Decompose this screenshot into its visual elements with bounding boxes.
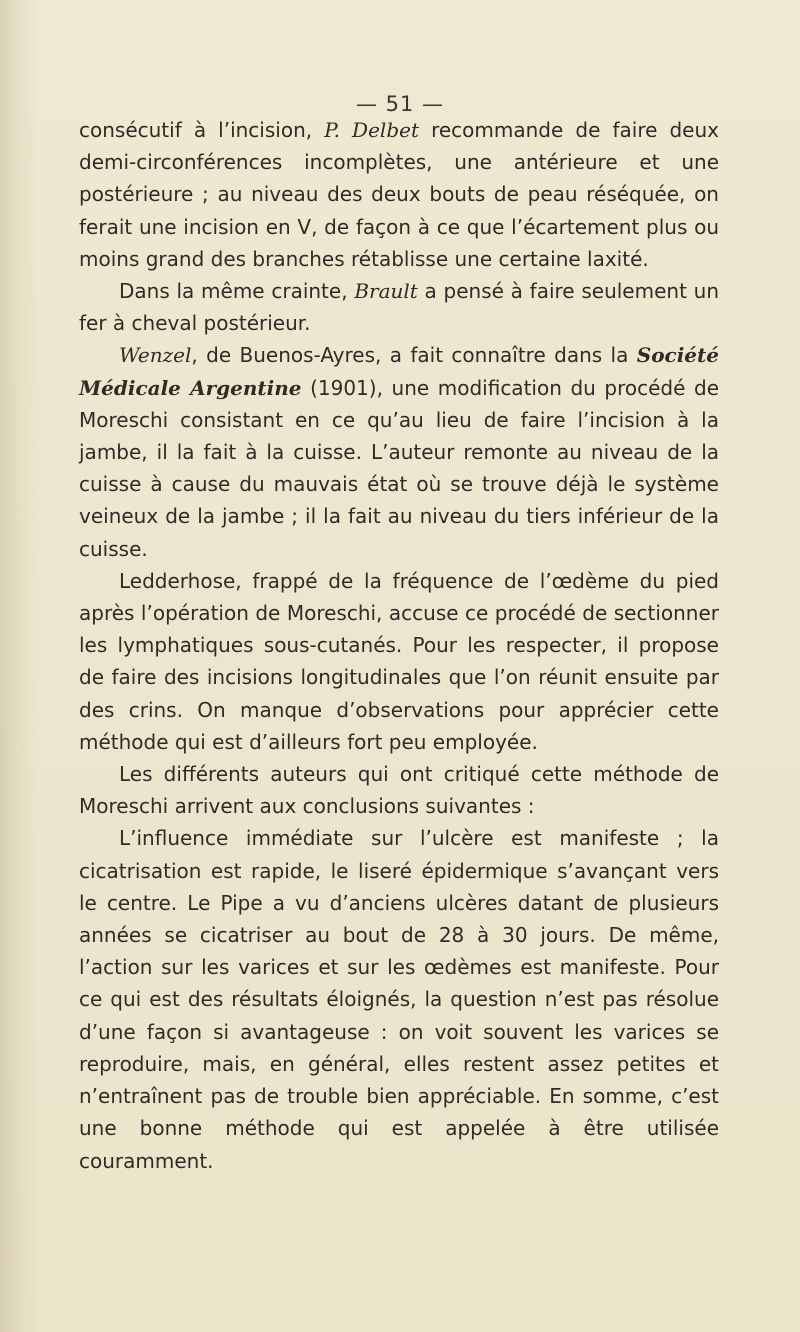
text-run: Dans la même crainte, (119, 279, 355, 304)
text-run: (1901), une modification du procédé de Moreschi consistant en ce qu’au lieu de faire l’incision à la jambe, il la fait à la cuisse. L’auteur remonte au niveau de la cuisse à cause du mauvais état où se trouve déjà le système veineux de la jambe ; il la fait au niveau du tiers inférieur de la cuisse. (79, 375, 719, 561)
author-name-delbet: P. Delbet (324, 118, 419, 142)
text-run: Ledderhose, frappé de la fréquence de l’œdème du pied après l’opération de Moreschi, accuse ce procédé de sectionner les lymphatiques sous-cutanés. Pour les respecter, il propose de faire des incisions longitudinales que l’on réunit ensuite par des crins. On manque d’observations pour apprécier cette méthode qui est d’ailleurs fort peu employée. (79, 568, 719, 754)
paragraph-3 (79, 339, 719, 564)
paragraph-6 (79, 822, 719, 1176)
body-text (79, 114, 719, 1177)
author-name-wenzel: Wenzel (119, 343, 192, 368)
text-run: , de Buenos-Ayres, a fait connaître dans la (191, 343, 637, 368)
paragraph-4 (79, 565, 719, 758)
paragraph-2 (79, 275, 719, 339)
page-number: — 51 — (355, 92, 445, 116)
text-run: recommande de faire deux demi-circonférences incomplètes, une antérieure et une postérieure ; au niveau des deux bouts de peau réséquée, on ferait une incision en V, de façon à ce que l’écartement plus ou moins grand des branches rétablisse une certaine laxité. (79, 118, 719, 271)
text-run: consécutif à l’incision, (79, 118, 325, 142)
text-run: a pensé à faire seulement un fer à cheval postérieur. (79, 279, 720, 336)
paragraph-1 (79, 114, 719, 275)
text-run: Les différents auteurs qui ont critiqué cette méthode de Moreschi arrivent aux conclusions suivantes : (79, 762, 719, 819)
author-name-brault: Brault (354, 279, 418, 304)
society-name: Société Médicale Argentine (79, 343, 719, 400)
text-run: L’influence immédiate sur l’ulcère est manifeste ; la cicatrisation est rapide, le liseré épidermique s’avançant vers le centre. Le Pipe a vu d’anciens ulcères datant de plusieurs années se cicatriser au bout de 28 à 30 jours. De même, l’action sur les varices et sur les œdèmes est manifeste. Pour ce qui est des résultats éloignés, la question n’est pas résolue d’une façon si avantageuse : on voit souvent les varices se reproduire, mais, en général, elles restent assez petites et n’entraînent pas de trouble bien appréciable. En somme, c’est une bonne méthode qui est appelée à être utilisée couramment. (79, 826, 719, 1173)
paragraph-5 (79, 758, 719, 822)
